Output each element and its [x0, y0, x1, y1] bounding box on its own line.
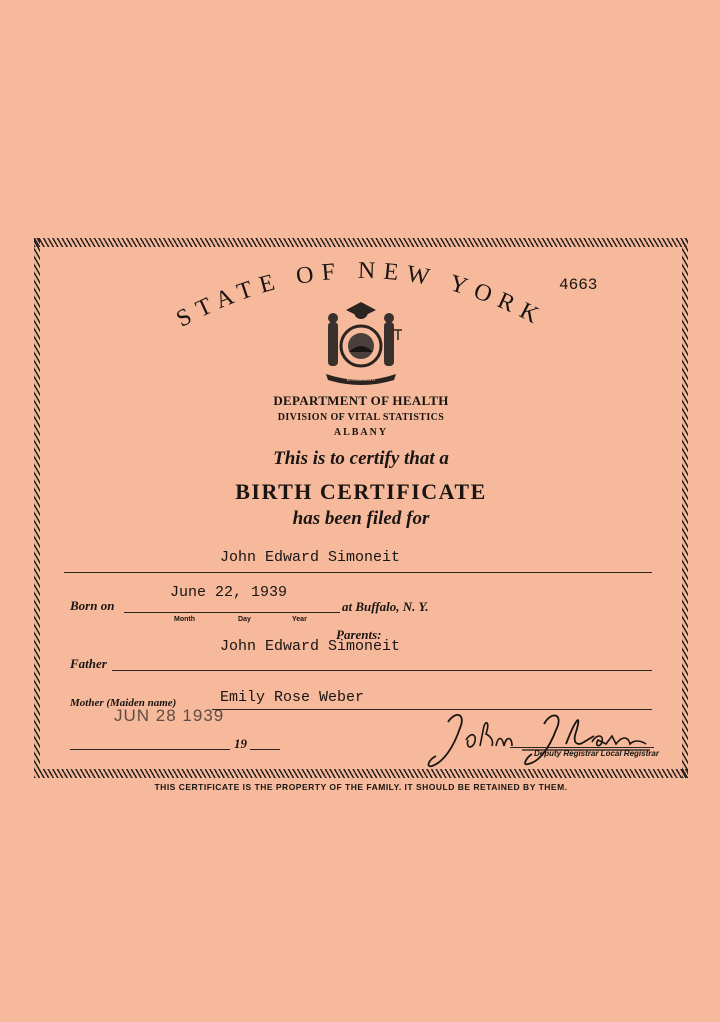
- name-underline: [64, 572, 652, 573]
- year-underline: [250, 749, 280, 750]
- father-name: John Edward Simoneit: [220, 638, 401, 655]
- filing-date-stamp: JUN 28 1939: [114, 706, 225, 725]
- filed-line: has been filed for: [292, 508, 430, 529]
- parents-label: Parents:: [336, 627, 382, 642]
- day-caption: Day: [238, 616, 251, 623]
- ownership-notice: THIS CERTIFICATE IS THE PROPERTY OF THE FAMILY. IT SHOULD BE RETAINED BY THEM.: [154, 782, 568, 792]
- year-prefix: 19: [234, 736, 247, 751]
- birth-certificate: [34, 238, 688, 792]
- born-on-underline: [124, 612, 340, 613]
- birth-place: at Buffalo, N. Y.: [342, 599, 429, 614]
- birth-date: June 22, 1939: [170, 584, 288, 601]
- father-label: Father: [70, 656, 107, 671]
- signature-underline: [510, 747, 654, 748]
- serial-number: 4663: [559, 276, 598, 294]
- year-caption: Year: [292, 616, 307, 623]
- registrar-title: Deputy Registrar Local Registrar: [534, 749, 659, 758]
- month-caption: Month: [174, 616, 195, 623]
- date-underline: [70, 749, 230, 750]
- certificate-title: BIRTH CERTIFICATE: [235, 479, 487, 504]
- father-underline: [112, 670, 652, 671]
- born-on-label: Born on: [70, 598, 115, 613]
- division-name: DIVISION OF VITAL STATISTICS: [277, 412, 445, 423]
- department-name: DEPARTMENT OF HEALTH: [273, 393, 449, 408]
- registrar-signature: [426, 706, 666, 772]
- department-city: ALBANY: [333, 427, 389, 438]
- child-name: John Edward Simoneit: [220, 549, 401, 566]
- seal-banner-text: EXCELSIOR: [346, 377, 376, 383]
- certify-line: This is to certify that a: [273, 448, 449, 469]
- mother-name: Emily Rose Weber: [220, 689, 365, 706]
- mother-label: Mother (Maiden name): [70, 697, 177, 709]
- state-arc-text: STATE OF NEW YORK: [172, 257, 550, 333]
- state-seal-icon: [316, 296, 406, 388]
